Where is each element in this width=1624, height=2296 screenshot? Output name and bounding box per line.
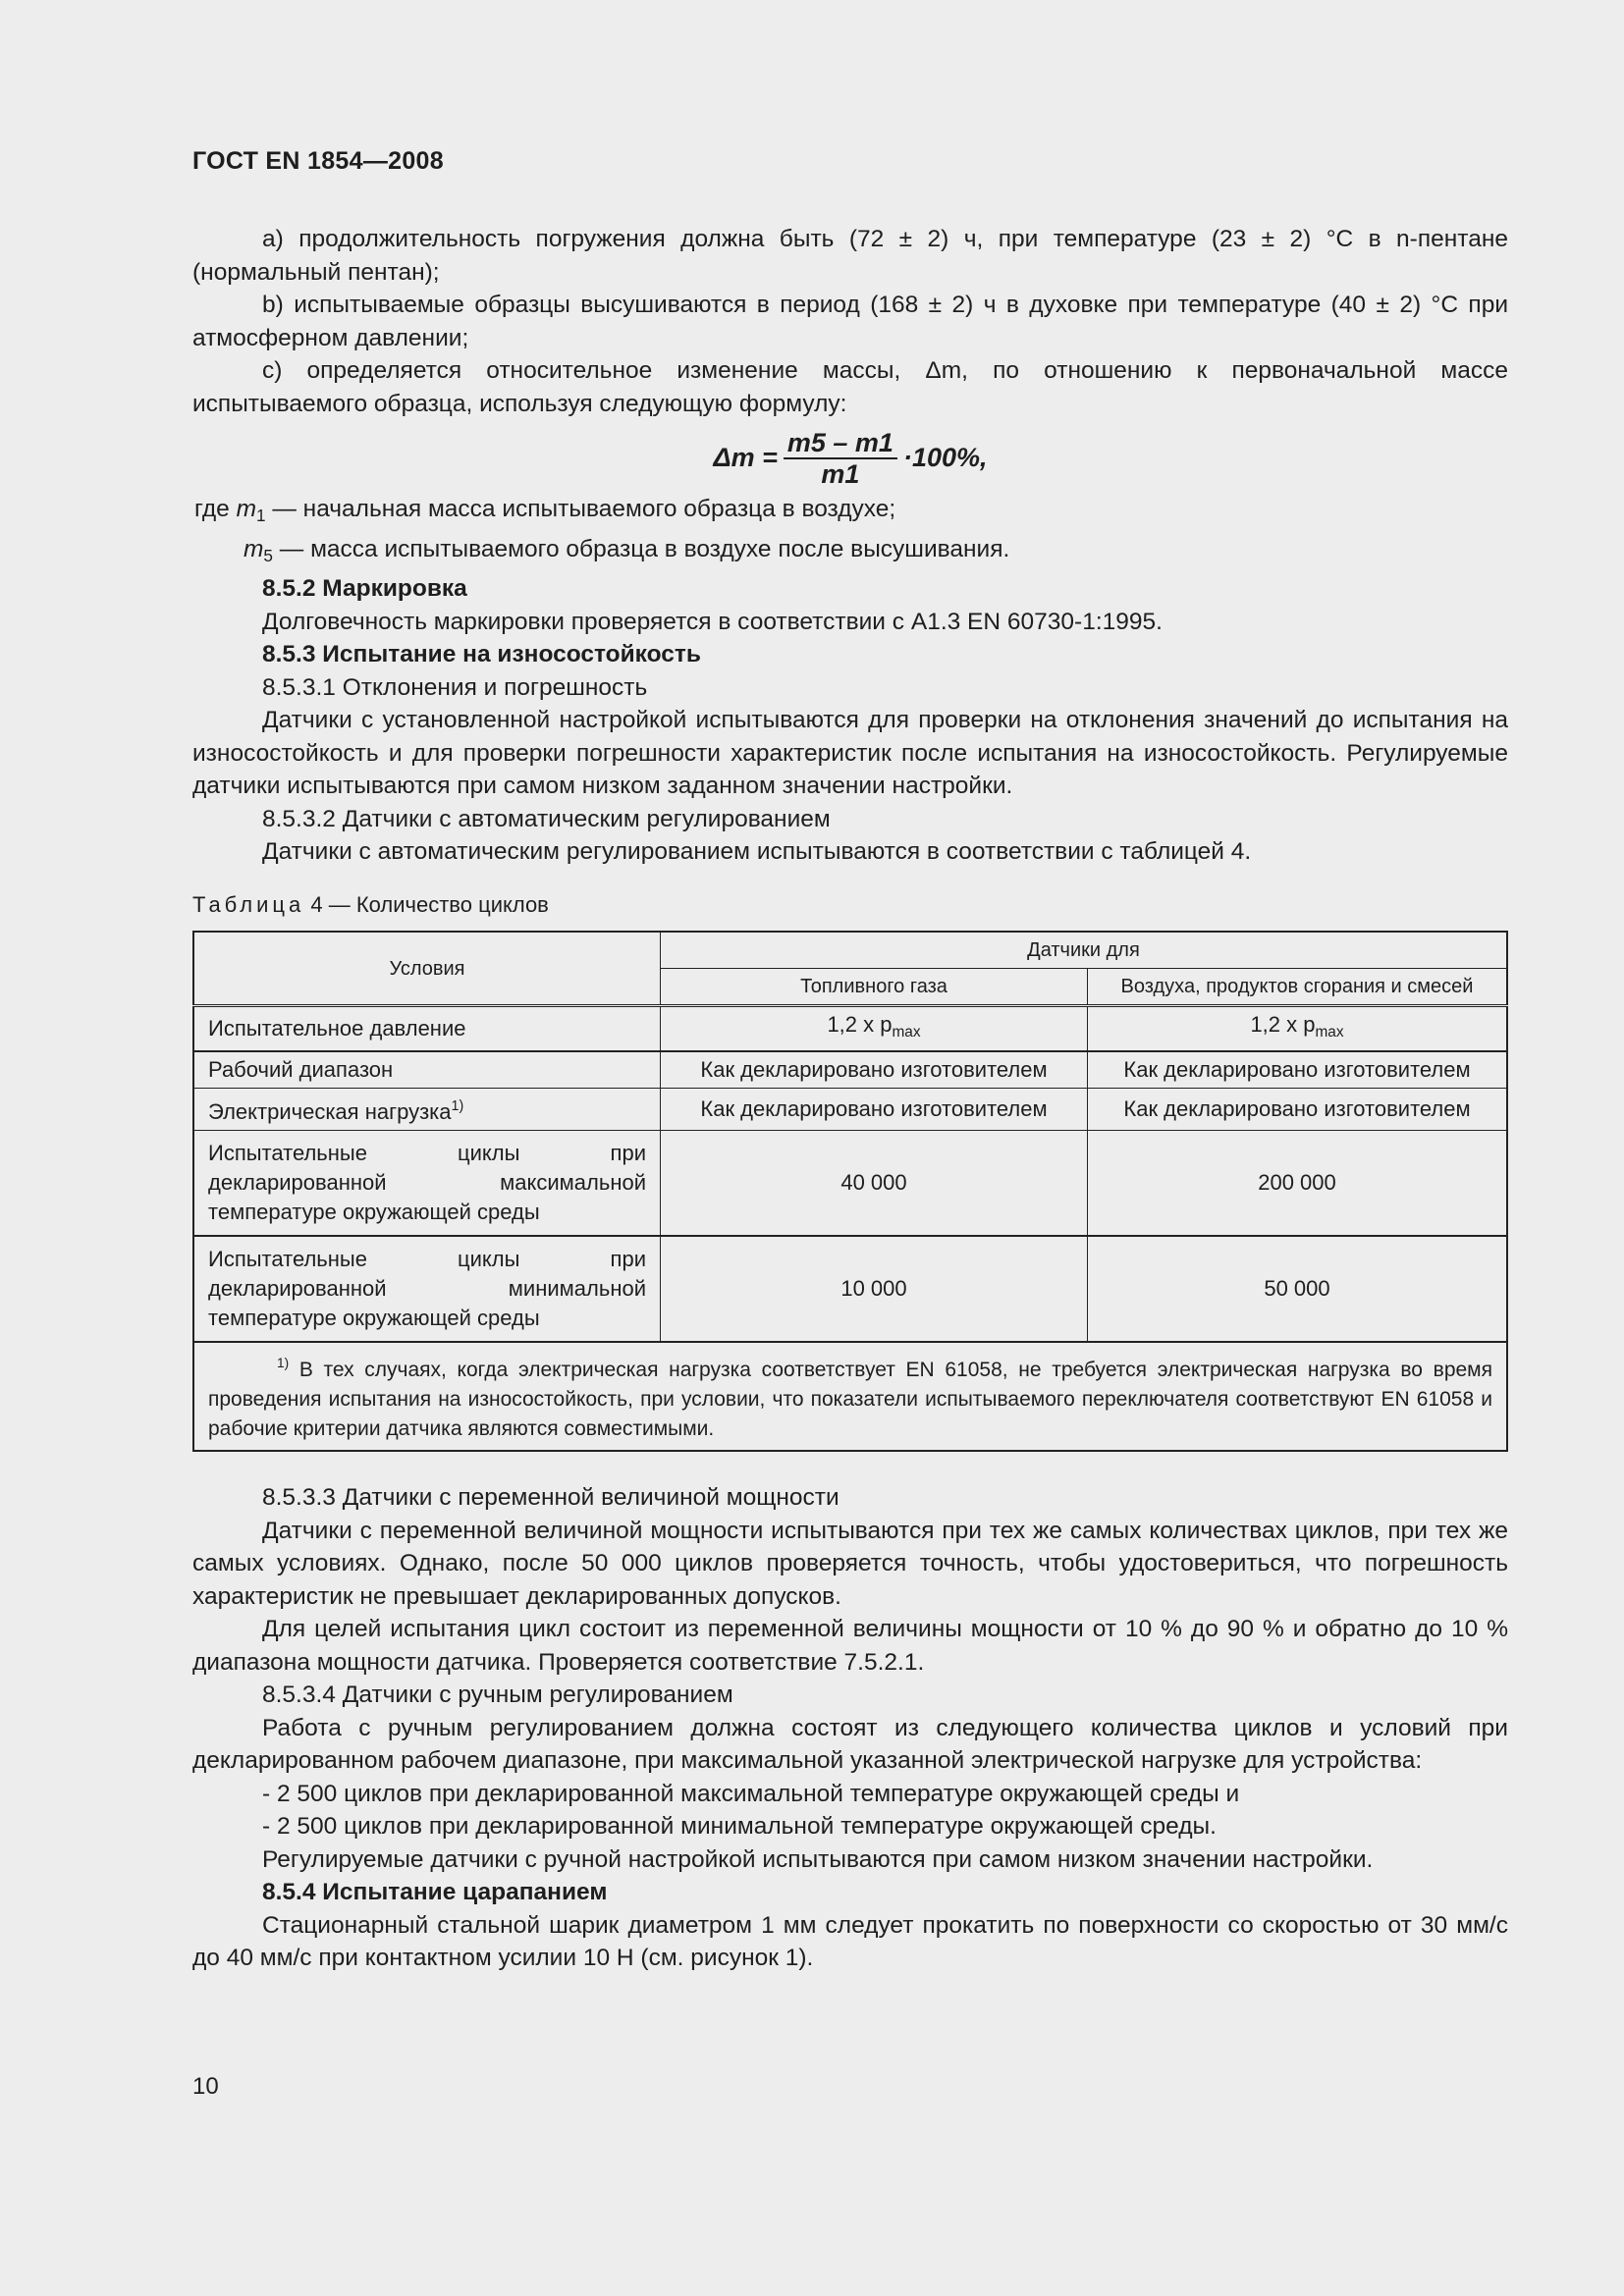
cell-air: 200 000 <box>1088 1131 1508 1237</box>
cell-condition: Испытательное давление <box>193 1006 661 1052</box>
where-line-m5: $m_5$ — масса испытываемого образца в воздухе после высушивания. <box>244 535 1010 565</box>
document-header: ГОСТ EN 1854—2008 <box>192 147 444 175</box>
where-line-m1: где $m_1$ — начальная масса испытываемого образца в воздухе; <box>194 496 896 525</box>
cycles-table <box>192 931 1508 1452</box>
table-row <box>193 1089 1507 1131</box>
section-8534-li1: - 2 500 циклов при декларированной максимальной температуре окружающей среды и <box>262 1780 1240 1807</box>
formula-denominator: m1 <box>821 459 860 489</box>
section-8532-text: Датчики с автоматическим регулированием испытываются в соответствии с таблицей 4. <box>262 838 1252 865</box>
cell-condition: Электрическая нагрузка$^{1)}$ <box>193 1089 661 1131</box>
header-air: Воздуха, продуктов сгорания и смесей <box>1088 969 1508 1006</box>
page-content <box>192 223 1508 1975</box>
table-row <box>193 1051 1507 1089</box>
cell-condition: Рабочий диапазон <box>193 1051 661 1089</box>
list-item-a: a) продолжительность погружения должна быть (72 ± 2) ч, при температуре (23 ± 2) °С в n-пентане (нормальный пентан); <box>192 226 1508 286</box>
table-footnote-row <box>193 1342 1507 1451</box>
cell-fuel: 1,2 x $p_{max}$ <box>661 1006 1088 1052</box>
section-852-title: 8.5.2 Маркировка <box>262 575 467 602</box>
section-854-title: 8.5.4 Испытание царапанием <box>262 1879 608 1905</box>
cell-air: 1,2 x $p_{max}$ <box>1088 1006 1508 1052</box>
list-item-b: b) испытываемые образцы высушиваются в период (168 ± 2) ч в духовке при температуре (40 ± 2) °С при атмосферном давлении; <box>192 292 1508 351</box>
header-conditions: Условия <box>193 932 661 1006</box>
header-sensors: Датчики для <box>661 932 1508 969</box>
cell-fuel: Как декларировано изготовителем <box>661 1089 1088 1131</box>
formula-lhs: Δm = <box>713 443 778 473</box>
header-fuel-gas: Топливного газа <box>661 969 1088 1006</box>
section-8531-text: Датчики с установленной настройкой испытываются для проверки на отклонения значений до испытания на износостойкость и для проверки погрешности характеристик после испытания на износостойкость. Регулируемые датчики испытываются при самом низком заданном значении настройки. <box>192 707 1508 799</box>
section-854-p1: Стационарный стальной шарик диаметром 1 мм следует прокатить по поверхности со скоростью от 30 мм/с до 40 мм/с при контактном усилии 10 Н (см. рисунок 1). <box>192 1911 1508 1971</box>
after-table-content <box>192 1481 1508 1975</box>
list-item-c: c) определяется относительное изменение массы, Δm, по отношению к первоначальной массе испытываемого образца, используя следующую формулу: <box>192 357 1508 417</box>
table-caption: Таблица 4 — Количество циклов <box>192 891 549 917</box>
section-8531-title: 8.5.3.1 Отклонения и погрешность <box>262 673 648 701</box>
section-8533-p1: Датчики с переменной величиной мощности испытываются при тех же самых количествах циклов, при тех же самых условиях. Однако, после 50 000 циклов проверяется точность, чтобы удостовериться, что погрешность характеристик не превышает декларированных допусков. <box>192 1517 1508 1610</box>
cell-condition: Испытательные циклы при декларированной минимальной температуре окружающей среды <box>193 1236 661 1342</box>
table-row <box>193 1006 1507 1052</box>
page-number: 10 <box>192 2073 219 2100</box>
cell-air: Как декларировано изготовителем <box>1088 1089 1508 1131</box>
formula-numerator: m5 – m1 <box>784 428 897 459</box>
cell-condition: Испытательные циклы при декларированной максимальной температуре окружающей среды <box>193 1131 661 1237</box>
cell-fuel: 40 000 <box>661 1131 1088 1237</box>
cell-air: 50 000 <box>1088 1236 1508 1342</box>
section-8534-p2: Регулируемые датчики с ручной настройкой испытываются при самом низком значении настройки. <box>262 1845 1374 1873</box>
mass-change-formula <box>192 428 1508 489</box>
section-8534-li2: - 2 500 циклов при декларированной минимальной температуре окружающей среды. <box>262 1813 1217 1840</box>
section-8533-p2: Для целей испытания цикл состоит из переменной величины мощности от 10 % до 90 % и обратно до 10 % диапазона мощности датчика. Проверяется соответствие 7.5.2.1. <box>192 1616 1508 1676</box>
cell-fuel: Как декларировано изготовителем <box>661 1051 1088 1089</box>
section-852-text: Долговечность маркировки проверяется в соответствии с А1.3 EN 60730-1:1995. <box>262 608 1163 635</box>
table-row <box>193 1236 1507 1342</box>
cell-fuel: 10 000 <box>661 1236 1088 1342</box>
table-footnote: $^{1)}$ В тех случаях, когда электрическая нагрузка соответствует EN 61058, не требуется электрическая нагрузка во время проведения испытания на износостойкость, при условии, что показатели испытываемого переключателя соответствуют EN 61058 и рабочие критерии датчика являются совместимыми. <box>193 1342 1507 1451</box>
table-row <box>193 1131 1507 1237</box>
section-853-title: 8.5.3 Испытание на износостойкость <box>262 641 701 667</box>
section-8532-title: 8.5.3.2 Датчики с автоматическим регулированием <box>262 805 831 832</box>
formula-fraction <box>784 428 897 489</box>
section-8534-title: 8.5.3.4 Датчики с ручным регулированием <box>262 1682 733 1708</box>
section-8534-p1: Работа с ручным регулированием должна состоят из следующего количества циклов и условий при декларированном рабочем диапазоне, при максимальной указанной электрической нагрузке для устройства: <box>192 1714 1508 1774</box>
cell-air: Как декларировано изготовителем <box>1088 1051 1508 1089</box>
formula-tail: ·100%, <box>902 443 988 473</box>
section-8533-title: 8.5.3.3 Датчики с переменной величиной мощности <box>262 1484 839 1511</box>
